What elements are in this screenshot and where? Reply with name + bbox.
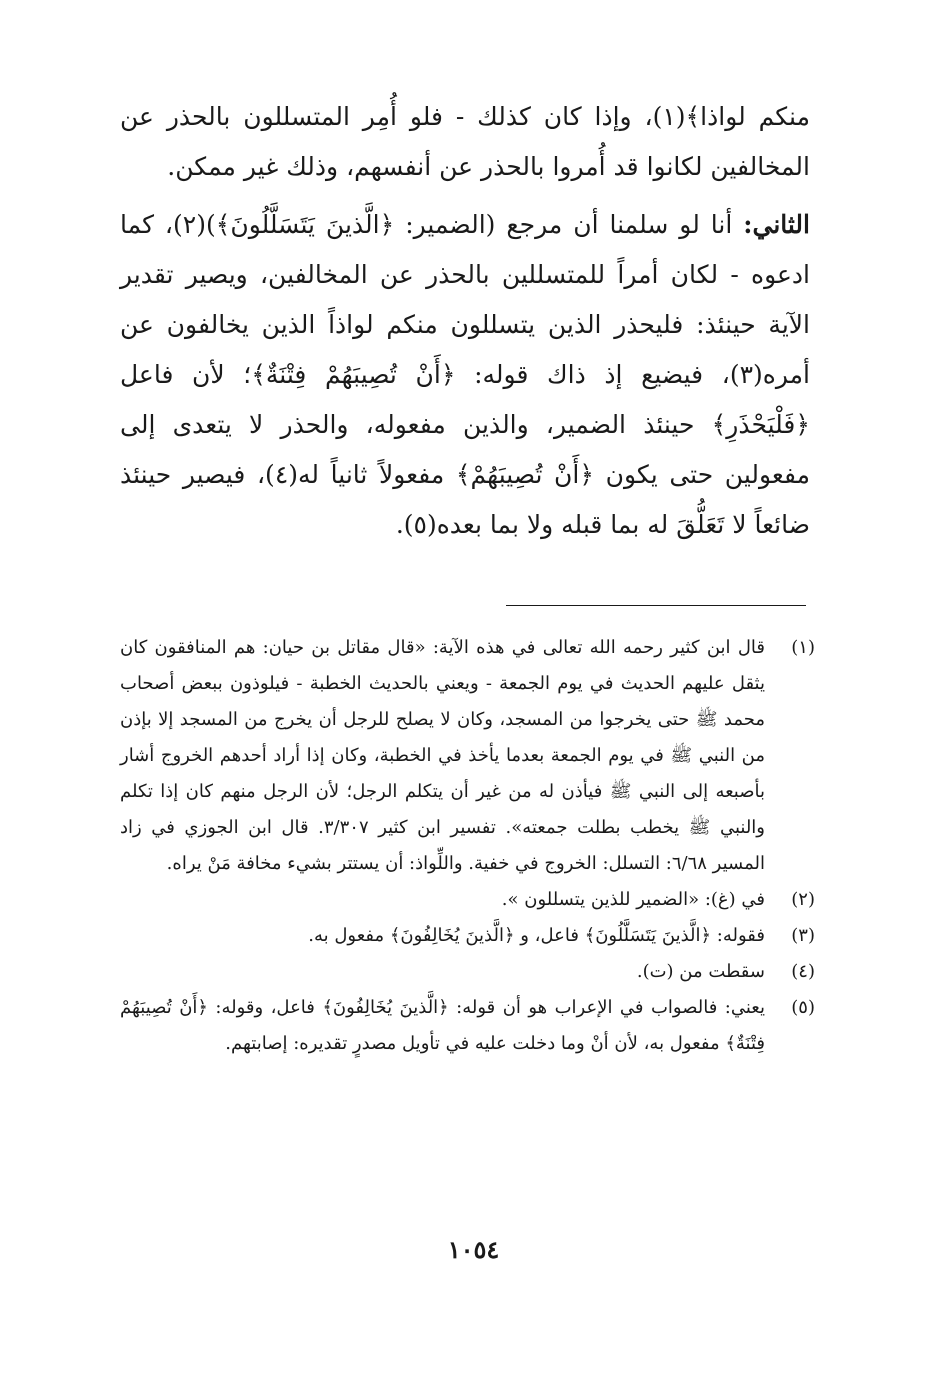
paragraph-lead: الثاني: [743, 210, 810, 239]
footnote-number: (٣) [791, 925, 815, 946]
footnote-text: سقطت من (ت). [636, 961, 765, 982]
footnote-number: (١) [791, 637, 815, 658]
paragraph-1 [120, 92, 810, 192]
footnote-5 [120, 990, 815, 1062]
main-text [120, 92, 810, 550]
footnote-text: يعني: فالصواب في الإعراب هو أن قوله: ﴿الَّذينَ يُخَالِفُونَ﴾ فاعل، وقوله: ﴿أَنْ تُصِيبَهُمْ فِتْنَةٌ﴾ مفعول به، لأن أنْ وما دخلت عليه في تأويل مصدرٍ تقديره: إصابتهم. [120, 997, 765, 1054]
paragraph-text: أنا لو سلمنا أن مرجع (الضمير: ﴿الَّذينَ يَتَسَلَّلُونَ﴾)(٢)، كما ادعوه - لكان أمراً للمتسللين بالحذر عن المخالفين، ويصير تقدير الآية حينئذ: فليحذر الذين يتسللون منكم لواذاً الذين يخالفون عن أمره(٣)، فيضيع إذ ذاك قوله: ﴿أَنْ تُصِيبَهُمْ فِتْنَةٌ﴾؛ لأن فاعل ﴿فَلْيَحْذَرِ﴾ حينئذ الضمير، والذين مفعوله، والحذر لا يتعدى إلى مفعولين حتى يكون ﴿أَنْ تُصِيبَهُمْ﴾ مفعولاً ثانياً له(٤)، فيصير حينئذ ضائعاً لا تَعَلُّقَ له بما قبله ولا بما بعده(٥). [120, 210, 810, 539]
footnote-number: (٤) [791, 961, 815, 982]
paragraph-2 [120, 200, 810, 550]
paragraph-text: منكم لواذا﴾(١)، وإذا كان كذلك - فلو أُمِر المتسللون بالحذر عن المخالفين لكانوا قد أُمروا بالحذر عن أنفسهم، وذلك غير ممكن. [120, 102, 810, 181]
footnote-2 [120, 882, 815, 918]
footnote-number: (٢) [791, 889, 815, 910]
footnote-number: (٥) [791, 997, 815, 1018]
footnote-divider [506, 605, 806, 606]
footnote-text: فقوله: ﴿الَّذينَ يَتَسَلَّلُونَ﴾ فاعل، و ﴿الَّذينَ يُخَالِفُونَ﴾ مفعول به. [308, 925, 765, 946]
page-number: ١٠٥٤ [447, 1235, 500, 1264]
footnotes [120, 630, 815, 1062]
footnote-text: في (غ): «الضمير للذين يتسللون ». [501, 889, 765, 910]
footnote-4 [120, 954, 815, 990]
footnote-3 [120, 918, 815, 954]
footnote-1 [120, 630, 815, 882]
footnote-text: قال ابن كثير رحمه الله تعالى في هذه الآية: «قال مقاتل بن حيان: هم المنافقون كان يثقل عليهم الحديث في يوم الجمعة - ويعني بالحديث الخطبة - فيلوذون ببعض أصحاب محمد ﷺ حتى يخرجوا من المسجد، وكان لا يصلح للرجل أن يخرج من المسجد إلا بإذن من النبي ﷺ في يوم الجمعة بعدما يأخذ في الخطبة، وكان إذا أراد أحدهم الخروج أشار بأصبعه إلى النبي ﷺ فيأذن له من غير أن يتكلم الرجل؛ لأن الرجل منهم كان إذا تكلم والنبي ﷺ يخطب بطلت جمعته». تفسير ابن كثير ٣/٣٠٧. قال ابن الجوزي في زاد المسير ٦/٦٨: التسلل: الخروج في خفية. واللِّواذ: أن يستتر بشيء مخافة مَنْ يراه. [120, 637, 766, 874]
